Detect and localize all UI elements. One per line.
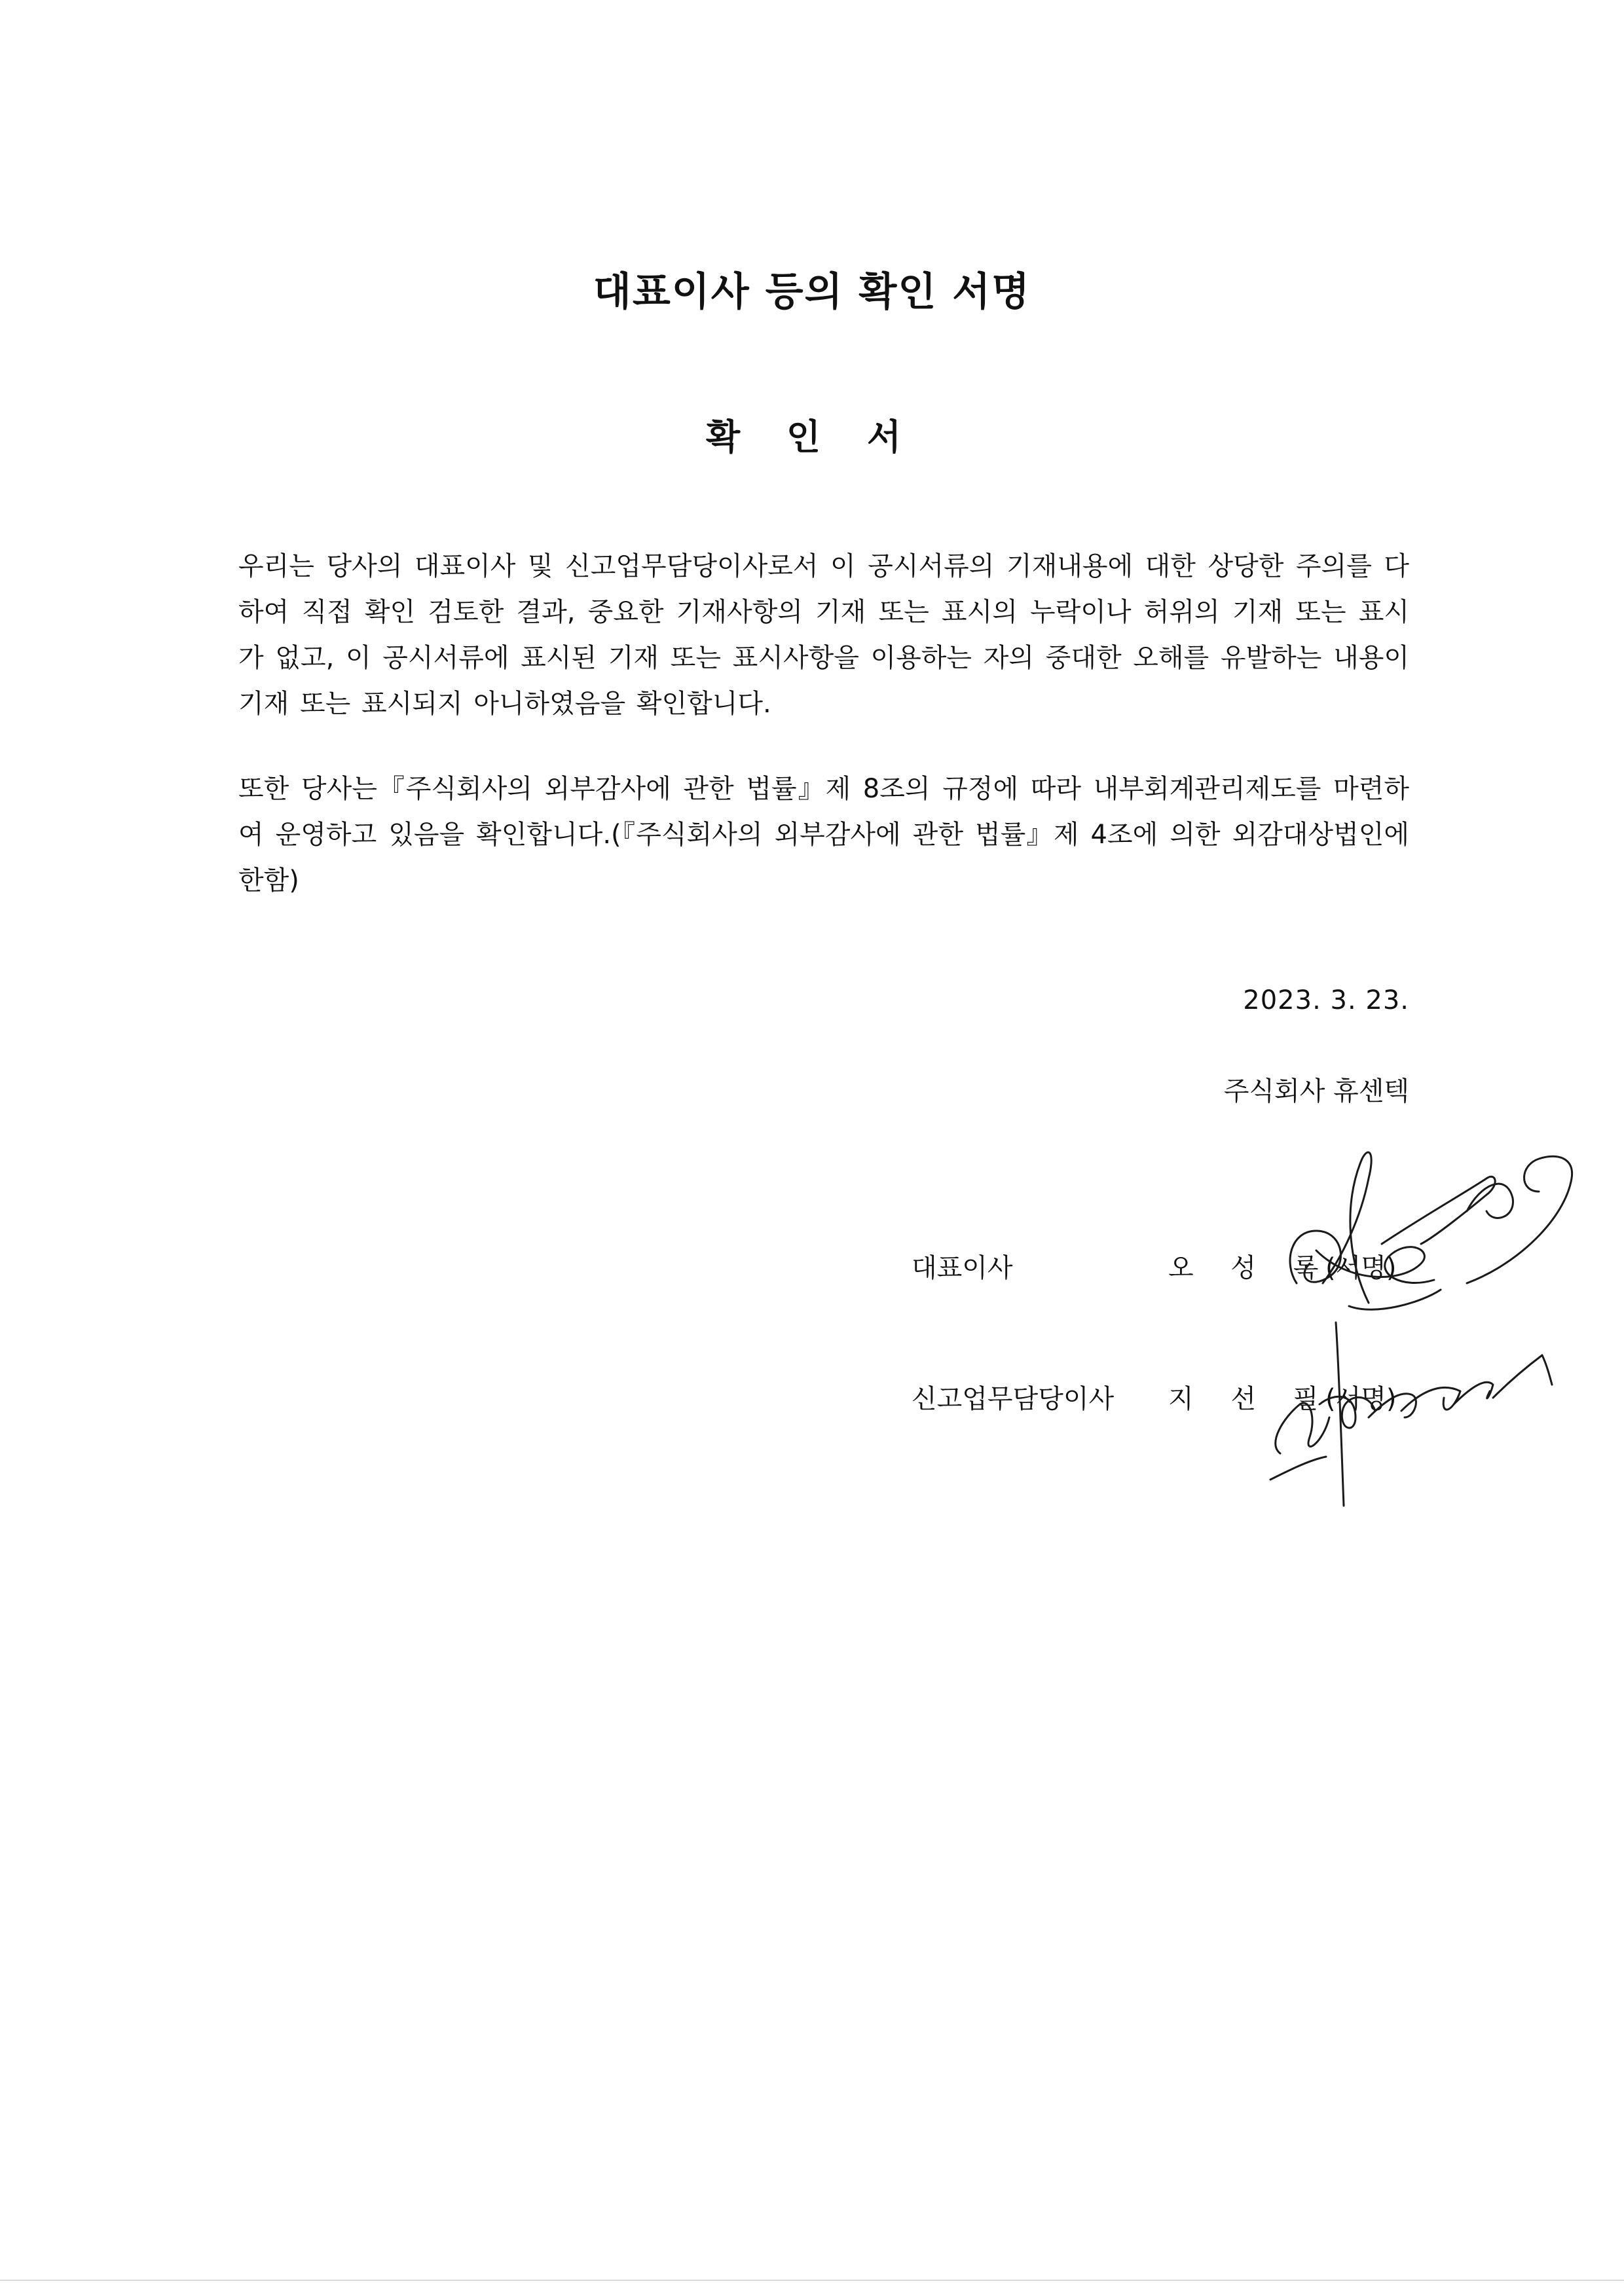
document-date: 2023. 3. 23. (1243, 985, 1409, 1015)
signature-placeholder: (서명) (1325, 1253, 1397, 1283)
signatory-role: 신고업무담당이사 (912, 1384, 1115, 1414)
company-name: 주식회사 휴센텍 (1223, 1076, 1409, 1106)
internal-control-paragraph: 또한 당사는『주식회사의 외부감사에 관한 법률』제 8조의 규정에 따라 내부회계관리제도를 마련하여 운영하고 있음을 확인합니다.(『주식회사의 외부감사에 관한 법률』제 4조에 의한 외감대상법인에 한함) (238, 774, 1409, 896)
signatory-name: 오 성 록 (1168, 1253, 1333, 1283)
signature-row-ceo (0, 1247, 1624, 1300)
confirmation-paragraph: 우리는 당사의 대표이사 및 신고업무담당이사로서 이 공시서류의 기재내용에 대한 상당한 주의를 다하여 직접 확인 검토한 결과, 중요한 기재사항의 기재 또는 표시의 누락이나 허위의 기재 또는 표시가 없고, 이 공시서류에 표시된 기재 또는 표시사항을 이용하는 자의 중대한 오해를 유발하는 내용이 기재 또는 표시되지 아니하였음을 확인합니다. (238, 551, 1409, 719)
signature-row-disclosure-officer (0, 1378, 1624, 1430)
handwritten-signature-ceo (1270, 1133, 1598, 1336)
signature-placeholder: (서명) (1325, 1384, 1397, 1414)
document-subtitle: 확 인 서 (705, 416, 919, 458)
signatory-role: 대표이사 (912, 1253, 1013, 1283)
signatory-name: 지 선 필 (1168, 1384, 1333, 1414)
page-bottom-rule (0, 2280, 1624, 2281)
document-title: 대표이사 등의 확인 서명 (593, 269, 1031, 315)
